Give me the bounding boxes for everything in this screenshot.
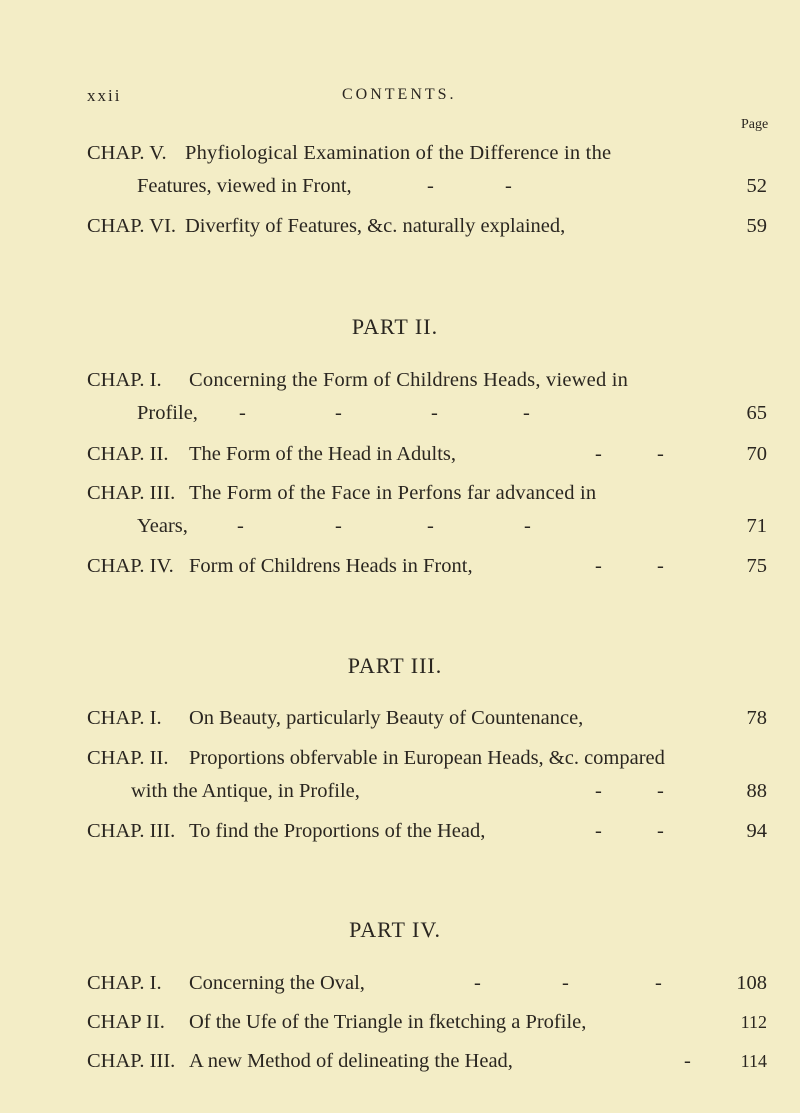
toc-entry[interactable] (87, 971, 767, 1004)
toc-entry[interactable] (87, 442, 767, 475)
chapter-number: CHAP. V. (87, 142, 167, 164)
part-heading (0, 917, 800, 943)
leader-dash: - (335, 402, 342, 424)
chapter-title-line: Diverfity of Features, &c. naturally explained, (185, 215, 566, 237)
page-number: 94 (746, 820, 767, 842)
leader-dash: - (595, 820, 602, 842)
page-number: 108 (736, 972, 767, 994)
chapter-title-line: Concerning the Oval, (189, 972, 365, 994)
leader-dash: - (523, 402, 530, 424)
page-number: 59 (746, 215, 767, 237)
chapter-title-line: with the Antique, in Profile, (131, 780, 360, 802)
leader-dash: - (237, 515, 244, 537)
toc-entry[interactable] (87, 554, 767, 587)
part-title: PART III. (347, 653, 443, 678)
leader-dash: - (505, 175, 512, 197)
leader-dash: - (474, 972, 481, 994)
toc-entry[interactable] (87, 1010, 767, 1043)
toc-entry[interactable] (87, 368, 767, 434)
chapter-title-line: Features, viewed in Front, (137, 175, 352, 197)
toc-entry[interactable] (87, 214, 767, 247)
page-number: 65 (746, 402, 767, 424)
leader-dash: - (431, 402, 438, 424)
leader-dash: - (657, 780, 664, 802)
leader-dash: - (427, 515, 434, 537)
toc-entry[interactable] (87, 819, 767, 852)
leader-dash: - (657, 820, 664, 842)
part-title: PART IV. (349, 917, 441, 942)
page-number: 70 (746, 443, 767, 465)
chapter-number: CHAP. IV. (87, 555, 174, 577)
toc-entry[interactable] (87, 141, 767, 207)
chapter-title-line: Years, (137, 515, 188, 537)
leader-dash: - (427, 175, 434, 197)
chapter-number: CHAP. II. (87, 747, 169, 769)
chapter-title-line: Form of Childrens Heads in Front, (189, 555, 473, 577)
chapter-title-line: Phyfiological Examination of the Difference in the (185, 142, 612, 164)
chapter-title-line: The Form of the Head in Adults, (189, 443, 457, 465)
chapter-number: CHAP. I. (87, 972, 162, 994)
leader-dash: - (595, 443, 602, 465)
leader-dash: - (524, 515, 531, 537)
contents-title: CONTENTS. (342, 86, 457, 103)
chapter-number: CHAP. II. (87, 443, 169, 465)
chapter-number: CHAP. VI. (87, 215, 177, 237)
chapter-title-line: Concerning the Form of Childrens Heads, viewed in (189, 369, 629, 391)
chapter-number: CHAP. I. (87, 369, 162, 391)
part-heading (0, 314, 800, 340)
part-title: PART II. (351, 314, 439, 339)
page-number: 78 (746, 707, 767, 729)
leader-dash: - (239, 402, 246, 424)
running-head (87, 86, 800, 110)
chapter-number: CHAP. III. (87, 820, 176, 842)
toc-entry[interactable] (87, 706, 767, 739)
chapter-number: CHAP II. (87, 1011, 165, 1033)
chapter-title-line: Profile, (137, 402, 198, 424)
page-folio: xxii (87, 86, 122, 105)
toc-entry[interactable] (87, 1049, 767, 1082)
toc-entry[interactable] (87, 746, 767, 812)
page-number: 114 (740, 1051, 767, 1071)
part-heading (0, 653, 800, 679)
page-number: 88 (746, 780, 767, 802)
chapter-title-line: To find the Proportions of the Head, (189, 820, 486, 842)
leader-dash: - (657, 443, 664, 465)
leader-dash: - (684, 1050, 691, 1072)
leader-dash: - (595, 555, 602, 577)
chapter-title-line: The Form of the Face in Perfons far advanced in (189, 482, 597, 504)
page-column-label: Page (741, 117, 769, 132)
page-number: 112 (740, 1012, 767, 1032)
leader-dash: - (335, 515, 342, 537)
chapter-number: CHAP. I. (87, 707, 162, 729)
chapter-number: CHAP. III. (87, 1050, 176, 1072)
leader-dash: - (657, 555, 664, 577)
leader-dash: - (655, 972, 662, 994)
chapter-title-line: On Beauty, particularly Beauty of Countenance, (189, 707, 584, 729)
toc-entry[interactable] (87, 481, 767, 547)
chapter-number: CHAP. III. (87, 482, 176, 504)
leader-dash: - (595, 780, 602, 802)
page-number: 52 (746, 175, 767, 197)
chapter-title-line: A new Method of delineating the Head, (189, 1050, 513, 1072)
chapter-title-line: Proportions obfervable in European Heads, &c. compared (189, 747, 665, 769)
page-number: 71 (746, 515, 767, 537)
chapter-title-line: Of the Ufe of the Triangle in fketching a Profile, (189, 1011, 587, 1033)
leader-dash: - (562, 972, 569, 994)
page-number: 75 (746, 555, 767, 577)
